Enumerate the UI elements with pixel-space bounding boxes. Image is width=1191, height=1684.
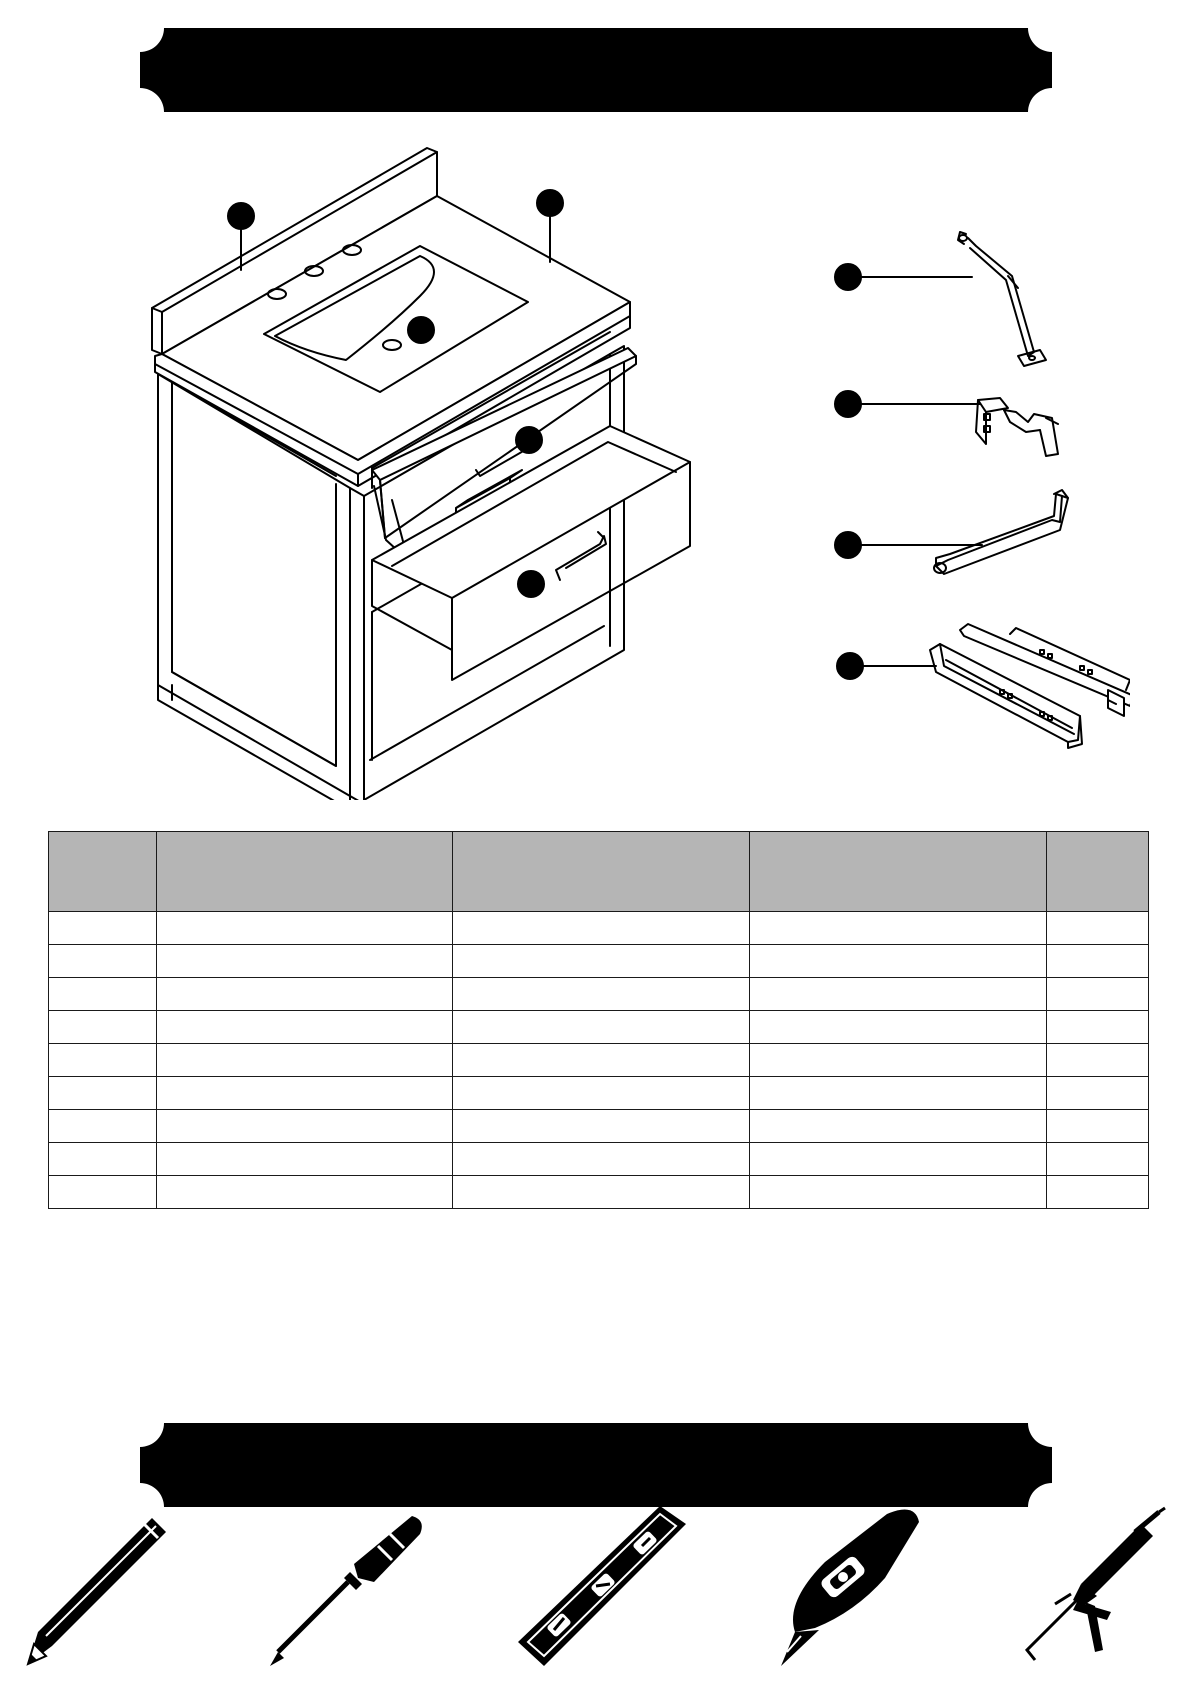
table-cell bbox=[49, 912, 157, 945]
table-cell bbox=[453, 1176, 750, 1209]
table-cell bbox=[1047, 1110, 1149, 1143]
callout-hinge bbox=[835, 391, 861, 417]
table-cell bbox=[750, 1011, 1047, 1044]
table-cell bbox=[49, 978, 157, 1011]
table-row bbox=[49, 1044, 1149, 1077]
table-cell bbox=[157, 1176, 453, 1209]
table-cell bbox=[49, 945, 157, 978]
table-cell bbox=[1047, 1077, 1149, 1110]
header-part bbox=[49, 832, 157, 912]
callout-countertop-left bbox=[228, 203, 254, 229]
table-row bbox=[49, 1143, 1149, 1176]
callout-drawer-slide bbox=[837, 653, 863, 679]
table-cell bbox=[750, 978, 1047, 1011]
table-row bbox=[49, 1077, 1149, 1110]
parts-list-title bbox=[140, 28, 1052, 112]
table-cell bbox=[49, 1110, 157, 1143]
parts-table bbox=[48, 831, 1149, 1209]
header-quantity bbox=[1047, 832, 1149, 912]
table-cell bbox=[453, 1143, 750, 1176]
table-cell bbox=[750, 912, 1047, 945]
caulking-gun-icon bbox=[1015, 1502, 1175, 1677]
handle-part bbox=[830, 480, 1080, 590]
header-col-4 bbox=[750, 832, 1047, 912]
callout-handle bbox=[835, 532, 861, 558]
table-cell bbox=[157, 945, 453, 978]
level-icon bbox=[510, 1502, 690, 1677]
table-cell bbox=[750, 1077, 1047, 1110]
table-cell bbox=[1047, 912, 1149, 945]
support-rod-part bbox=[830, 222, 1070, 372]
table-cell bbox=[750, 1044, 1047, 1077]
table-cell bbox=[750, 1176, 1047, 1209]
table-cell bbox=[1047, 1044, 1149, 1077]
table-cell bbox=[750, 945, 1047, 978]
hinge-part bbox=[830, 380, 1070, 470]
table-cell bbox=[453, 945, 750, 978]
table-cell bbox=[157, 1044, 453, 1077]
table-row bbox=[49, 978, 1149, 1011]
table-cell bbox=[453, 1011, 750, 1044]
table-cell bbox=[1047, 1011, 1149, 1044]
drawer-slide-part bbox=[830, 610, 1130, 760]
screwdriver-icon bbox=[262, 1502, 432, 1677]
callout-countertop-right bbox=[537, 190, 563, 216]
table-cell bbox=[1047, 1143, 1149, 1176]
table-cell bbox=[453, 1110, 750, 1143]
table-cell bbox=[750, 1110, 1047, 1143]
header-col-3 bbox=[453, 832, 750, 912]
table-cell bbox=[157, 1143, 453, 1176]
table-row bbox=[49, 1110, 1149, 1143]
parts-list-banner bbox=[140, 28, 1052, 112]
pencil-icon bbox=[20, 1502, 180, 1677]
table-row bbox=[49, 945, 1149, 978]
table-cell bbox=[49, 1011, 157, 1044]
vanity-cabinet-illustration bbox=[140, 140, 700, 800]
table-row bbox=[49, 912, 1149, 945]
callout-lower-drawer bbox=[518, 571, 544, 597]
table-row bbox=[49, 1176, 1149, 1209]
table-cell bbox=[157, 1110, 453, 1143]
tools-needed-title bbox=[140, 1423, 1052, 1507]
tools-needed-banner bbox=[140, 1423, 1052, 1507]
table-cell bbox=[49, 1143, 157, 1176]
header-description bbox=[157, 832, 453, 912]
table-cell bbox=[453, 1077, 750, 1110]
utility-knife-icon bbox=[775, 1502, 925, 1677]
table-cell bbox=[49, 1044, 157, 1077]
table-cell bbox=[49, 1077, 157, 1110]
table-cell bbox=[157, 978, 453, 1011]
table-cell bbox=[1047, 978, 1149, 1011]
callout-sink-basin bbox=[408, 317, 434, 343]
table-cell bbox=[157, 1077, 453, 1110]
table-cell bbox=[157, 1011, 453, 1044]
table-cell bbox=[157, 912, 453, 945]
table-row bbox=[49, 1011, 1149, 1044]
callout-upper-drawer bbox=[516, 427, 542, 453]
table-header-row bbox=[49, 832, 1149, 912]
callout-support-rod bbox=[835, 264, 861, 290]
table-cell bbox=[1047, 945, 1149, 978]
table-cell bbox=[453, 978, 750, 1011]
table-cell bbox=[49, 1176, 157, 1209]
table-cell bbox=[750, 1143, 1047, 1176]
table-cell bbox=[453, 1044, 750, 1077]
table-cell bbox=[1047, 1176, 1149, 1209]
table-cell bbox=[453, 912, 750, 945]
